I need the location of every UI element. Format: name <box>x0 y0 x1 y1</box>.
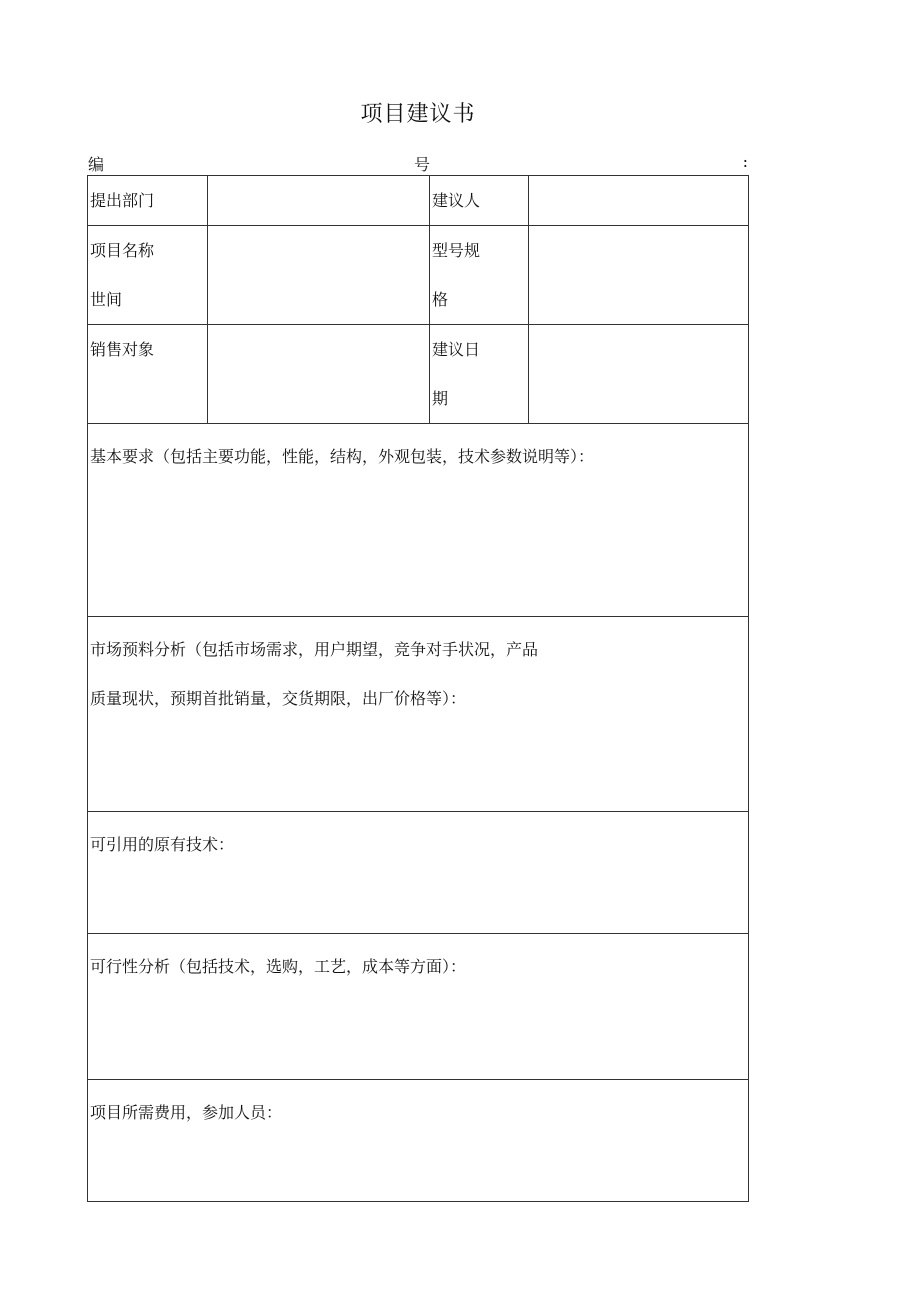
form-row-existing-tech <box>88 812 749 934</box>
form-row-basic-requirements <box>88 424 749 617</box>
number-label-part2: 号 <box>414 155 431 174</box>
label-proposal-date: 建议日 期 <box>430 325 529 424</box>
market-analysis-label: 市场预料分析（包括市场需求，用户期望，竞争对手状况，产品 质量现状，预期首批销量，交货期限，出厂价格等）： <box>90 640 539 708</box>
field-sales-target[interactable] <box>208 325 430 424</box>
form-row-department <box>88 176 749 226</box>
number-label-part1: 编 <box>88 155 105 174</box>
field-proposer[interactable] <box>529 176 749 226</box>
proposal-form-table <box>87 175 749 1202</box>
field-department[interactable] <box>208 176 430 226</box>
form-row-project-name <box>88 226 749 325</box>
document-number-line <box>88 152 748 174</box>
section-existing-tech[interactable] <box>88 812 749 934</box>
section-cost-personnel[interactable] <box>88 1080 749 1202</box>
form-row-sales-target <box>88 325 749 424</box>
field-model-spec[interactable] <box>529 226 749 325</box>
label-project-name: 项目名称 世间 <box>88 226 208 325</box>
section-feasibility[interactable] <box>88 934 749 1080</box>
label-proposer: 建议人 <box>430 176 529 226</box>
label-model-spec: 型号规 格 <box>430 226 529 325</box>
form-row-cost-personnel <box>88 1080 749 1202</box>
basic-requirements-label: 基本要求（包括主要功能，性能，结构，外观包装，技术参数说明等）： <box>90 447 595 466</box>
label-department: 提出部门 <box>88 176 208 226</box>
form-row-market-analysis <box>88 617 749 812</box>
number-label-colon: : <box>742 152 748 171</box>
document-title: 项目建议书 <box>360 102 476 127</box>
section-basic-requirements[interactable] <box>88 424 749 617</box>
feasibility-label: 可行性分析（包括技术，选购，工艺，成本等方面）： <box>90 957 467 976</box>
field-proposal-date[interactable] <box>529 325 749 424</box>
section-market-analysis[interactable] <box>88 617 749 812</box>
cost-personnel-label: 项目所需费用，参加人员： <box>90 1103 283 1122</box>
label-sales-target: 销售对象 <box>88 325 208 424</box>
field-project-name[interactable] <box>208 226 430 325</box>
form-row-feasibility <box>88 934 749 1080</box>
existing-tech-label: 可引用的原有技术： <box>90 835 235 854</box>
